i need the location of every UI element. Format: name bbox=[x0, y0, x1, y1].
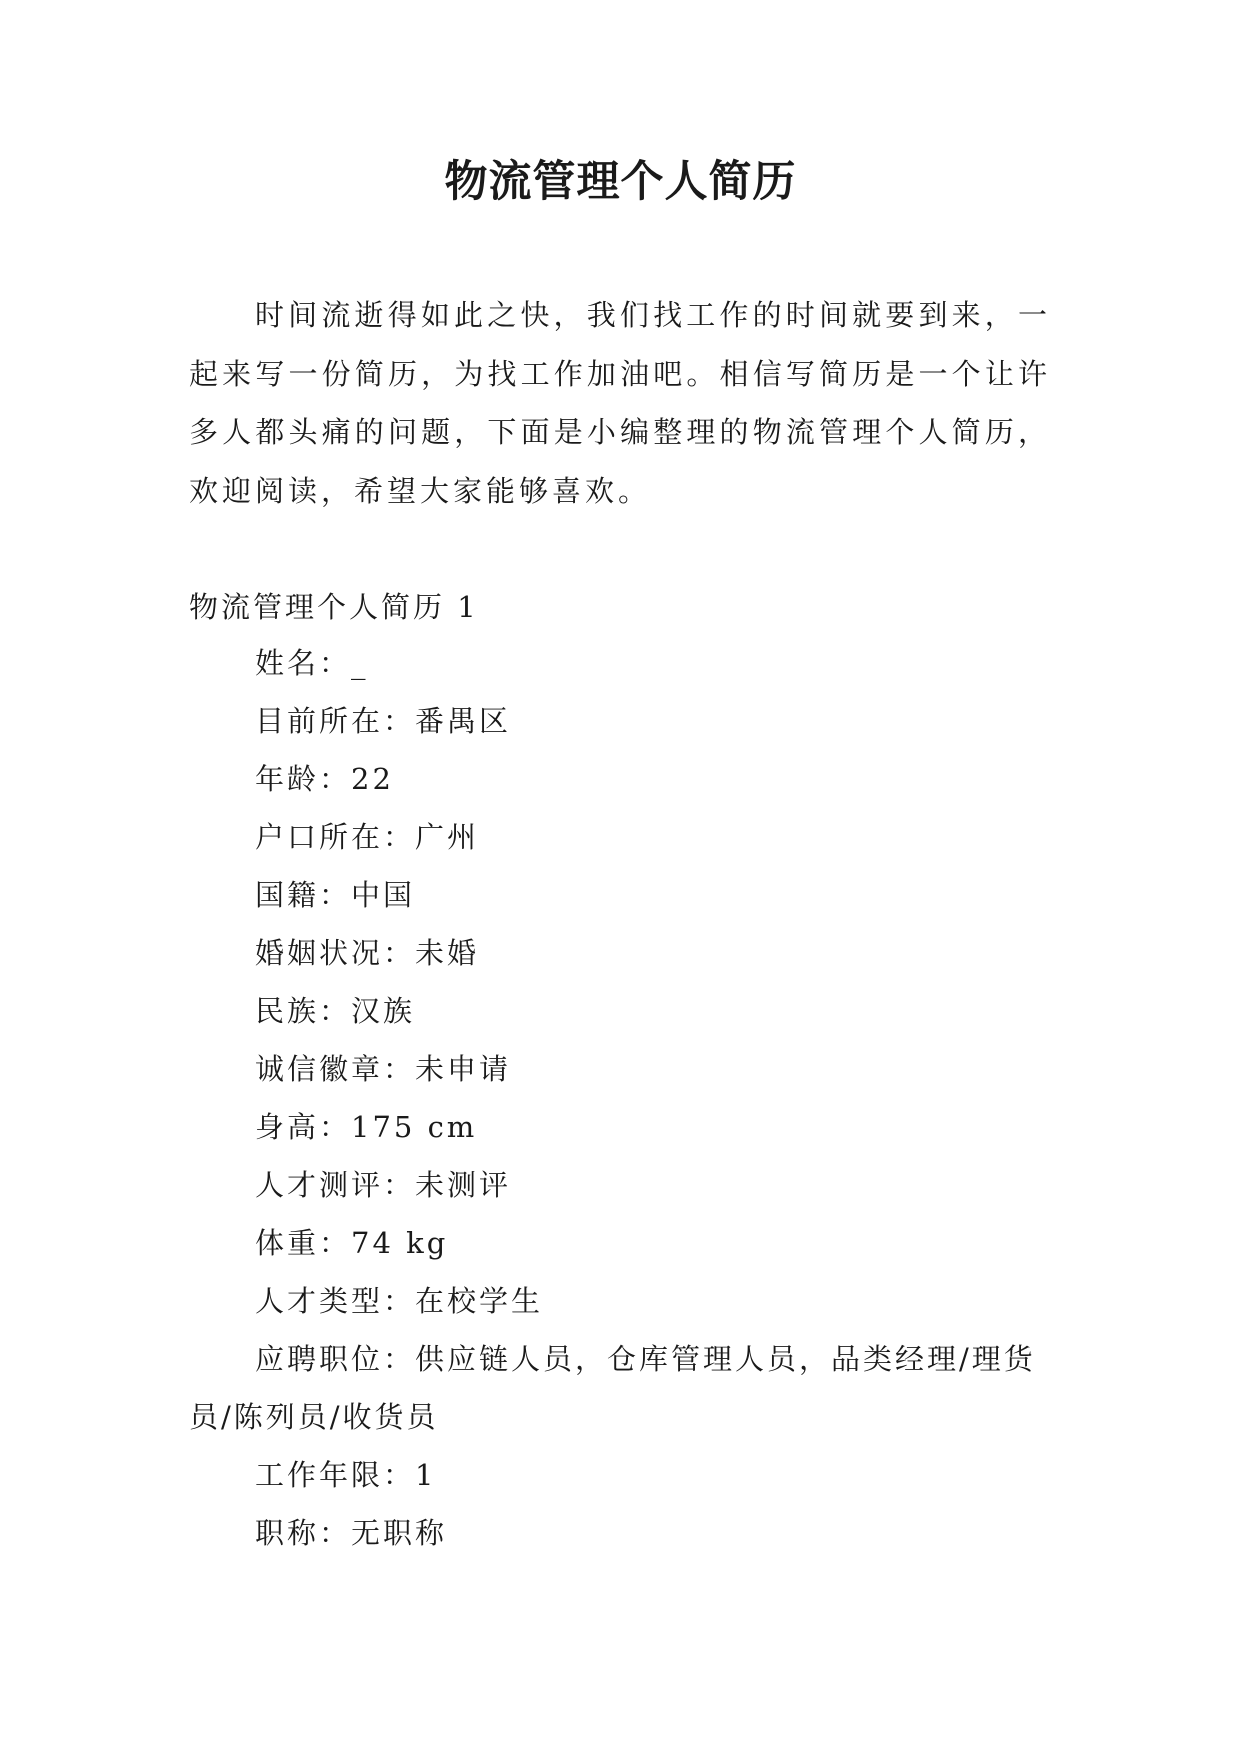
field-height: 身高：175 cm bbox=[255, 1110, 478, 1144]
field-integrity-badge: 诚信徽章：未申请 bbox=[255, 1052, 512, 1086]
field-age: 年龄：22 bbox=[255, 762, 394, 796]
page-title: 物流管理个人简历 bbox=[444, 157, 797, 207]
intro-paragraph: 时间流逝得如此之快，我们找工作的时间就要到来，一起来写一份简历，为找工作加油吧。相信写简历是一个让许多人都头痛的问题，下面是小编整理的物流管理个人简历，欢迎阅读，希望大家能够喜欢。 bbox=[189, 298, 1051, 508]
field-marital-status: 婚姻状况：未婚 bbox=[255, 936, 480, 970]
field-job-title: 职称：无职称 bbox=[255, 1516, 448, 1550]
field-desired-position: 应聘职位：供应链人员，仓库管理人员，品类经理/理货员/陈列员/收货员 bbox=[189, 1342, 1036, 1434]
section-heading: 物流管理个人简历 1 bbox=[189, 590, 479, 624]
field-current-location: 目前所在：番禺区 bbox=[255, 704, 512, 738]
field-weight: 体重：74 kg bbox=[255, 1226, 449, 1260]
field-hukou: 户口所在：广州 bbox=[255, 820, 480, 854]
field-years-of-work: 工作年限：1 bbox=[255, 1458, 437, 1492]
resume-field-list bbox=[189, 634, 1051, 1562]
field-ethnicity: 民族：汉族 bbox=[255, 994, 416, 1028]
field-talent-assessment: 人才测评：未测评 bbox=[255, 1168, 512, 1202]
field-talent-type: 人才类型：在校学生 bbox=[255, 1284, 544, 1318]
field-nationality: 国籍：中国 bbox=[255, 878, 416, 912]
field-name: 姓名：_ bbox=[255, 646, 369, 680]
